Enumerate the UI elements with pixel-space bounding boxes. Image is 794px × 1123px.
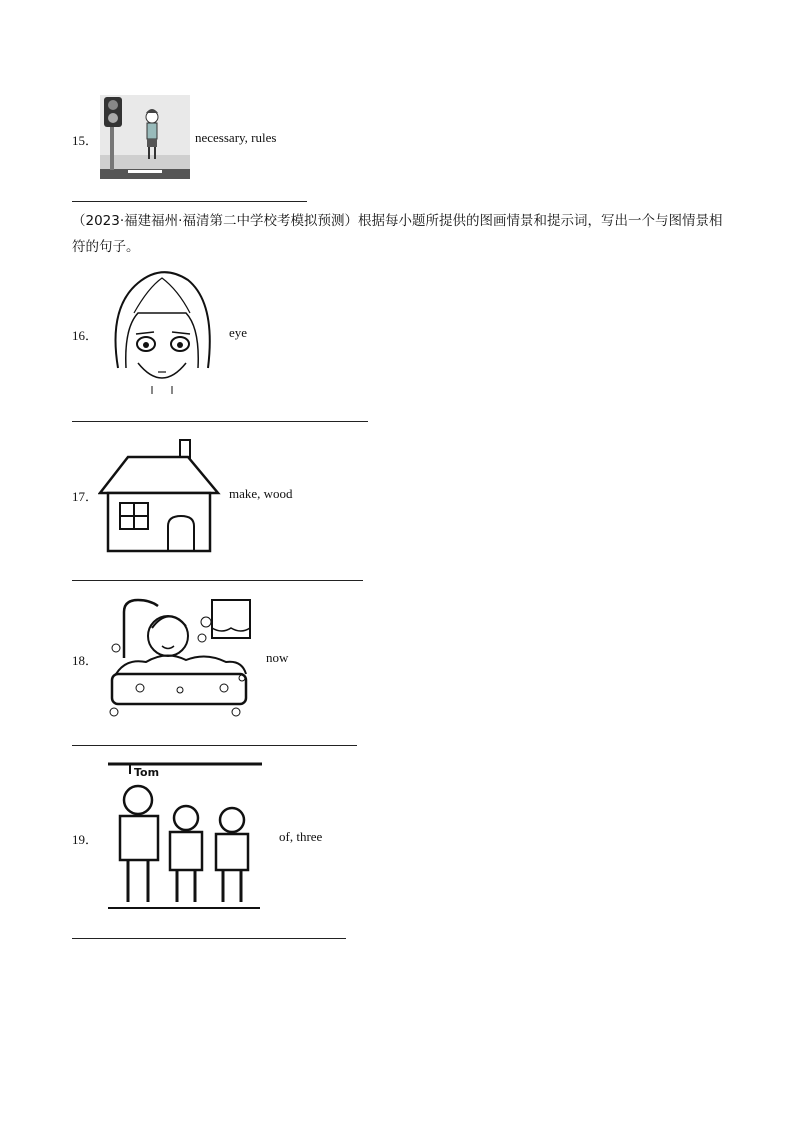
section-instruction: （2023·福建福州·福清第二中学校考模拟预测）根据每小题所提供的图画情景和提示词，写出一个与图情景相符的句子。 [72, 213, 723, 255]
question-number: 18． [72, 653, 99, 668]
hint-words: now [266, 650, 289, 665]
answer-line-18[interactable] [72, 745, 357, 746]
hint-words: eye [229, 325, 248, 340]
question-number: 19． [72, 832, 99, 847]
question-18 [0, 596, 794, 720]
hint-words: of, three [279, 829, 323, 844]
hint-words: make, wood [229, 486, 293, 501]
question-number: 17． [72, 489, 99, 504]
question-15 [0, 90, 794, 190]
question-number: 16． [72, 328, 99, 343]
answer-line-17[interactable] [72, 580, 363, 581]
name-tag-tom: Tom [134, 766, 160, 779]
answer-line-15[interactable] [72, 201, 307, 202]
hint-words: necessary, rules [195, 130, 277, 145]
traffic-light-picture [100, 95, 190, 179]
question-19 [0, 760, 794, 912]
bath-picture [106, 598, 254, 718]
question-number: 15． [72, 133, 99, 148]
answer-line-16[interactable] [72, 421, 368, 422]
question-17 [0, 436, 794, 556]
three-boys-picture [104, 762, 264, 912]
house-picture [98, 438, 222, 556]
girl-face-picture [108, 268, 216, 394]
question-16 [0, 266, 794, 396]
answer-line-19[interactable] [72, 938, 346, 939]
